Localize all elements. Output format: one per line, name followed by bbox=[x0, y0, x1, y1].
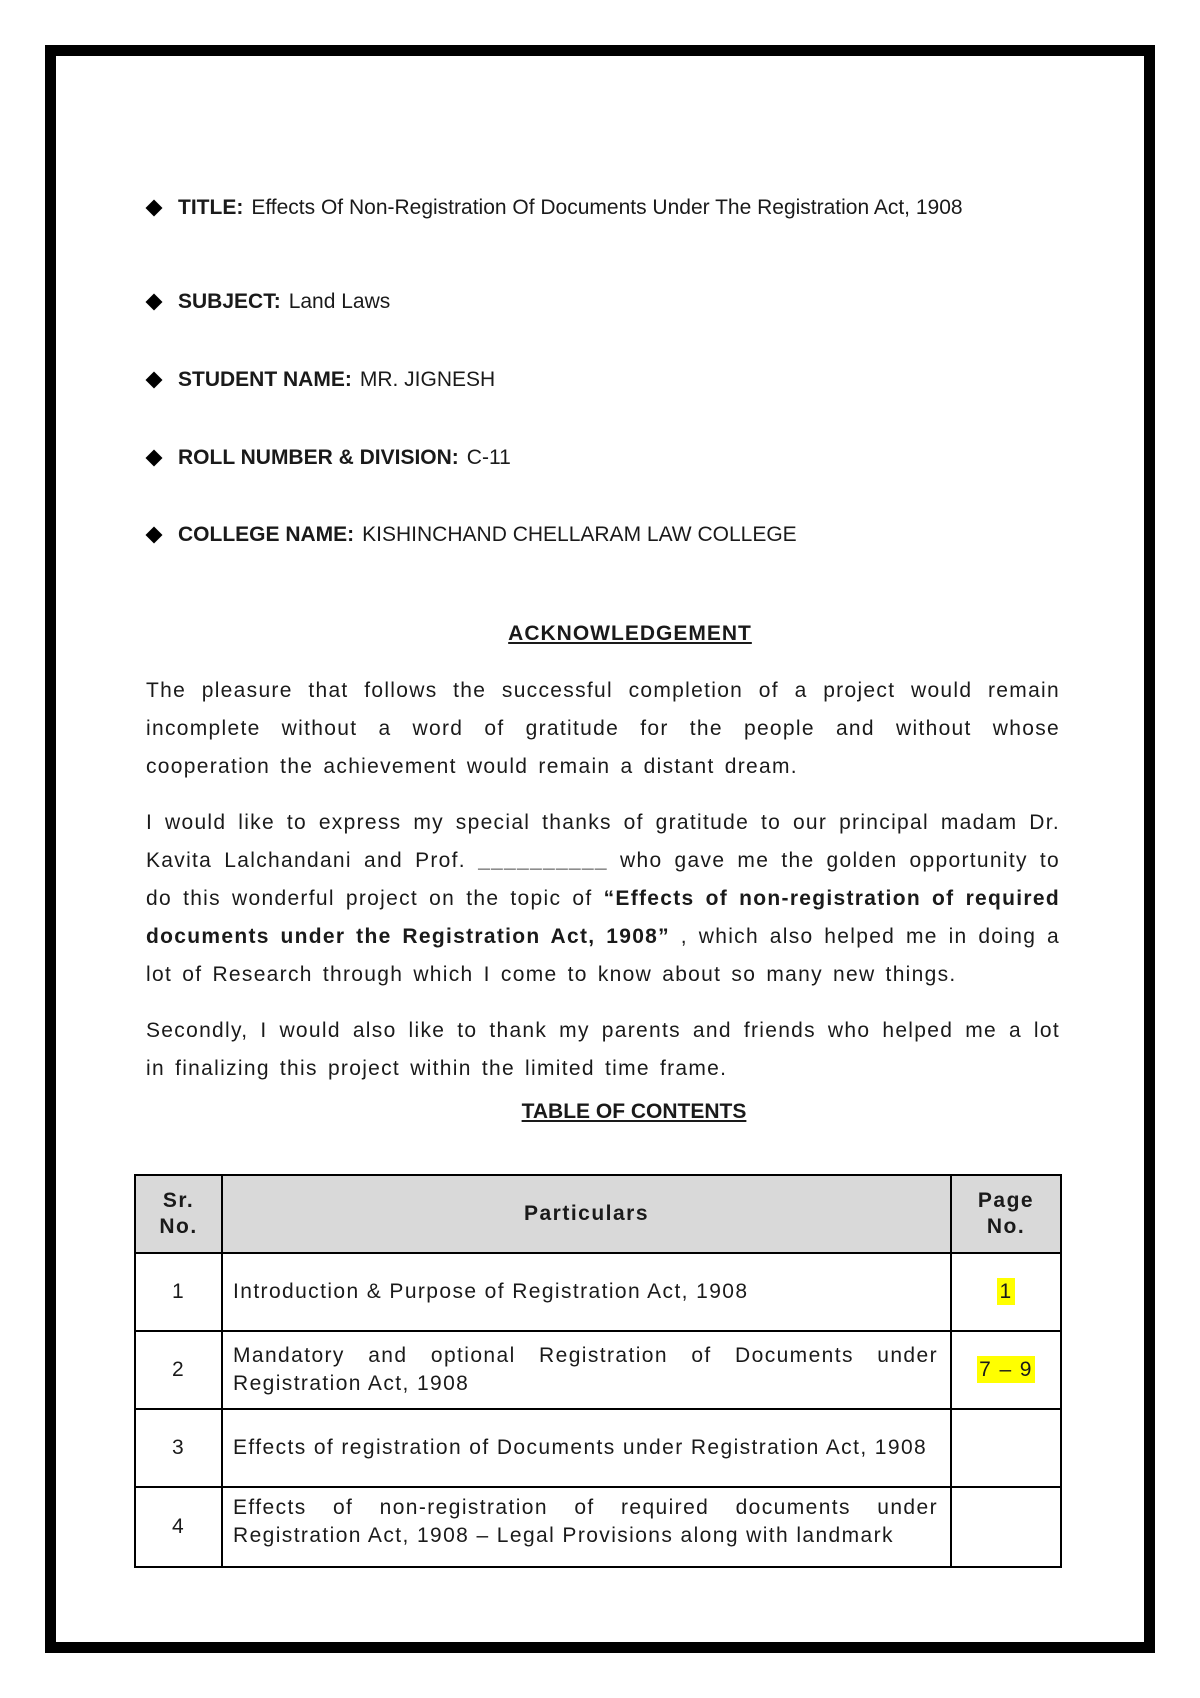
acknowledgement-heading bbox=[0, 622, 1200, 646]
toc-header-sr: Sr. No. bbox=[135, 1175, 222, 1253]
acknowledgement-body bbox=[146, 672, 1060, 1106]
toc-particulars: Introduction & Purpose of Registration Act, 1908 bbox=[222, 1253, 951, 1331]
table-row bbox=[135, 1331, 1061, 1409]
toc-particulars: Effects of non-registration of required documents under Registration Act, 1908 – Legal Provisions along with landmark bbox=[222, 1487, 951, 1567]
ack-paragraph-3: Secondly, I would also like to thank my parents and friends who helped me a lot in finalizing this project within the limited time frame. bbox=[146, 1019, 1060, 1080]
info-student-name bbox=[144, 368, 495, 392]
toc-sr: 3 bbox=[135, 1409, 222, 1487]
table-row bbox=[135, 1253, 1061, 1331]
diamond-bullet-icon bbox=[146, 372, 163, 389]
toc-particulars: Effects of registration of Documents under Registration Act, 1908 bbox=[222, 1409, 951, 1487]
ack-p2-start: I would like to express my special thanks of gratitude to our principal madam Dr. Kavita Lalchandani and Prof. bbox=[146, 811, 1060, 872]
toc-header-page: Page No. bbox=[951, 1175, 1061, 1253]
toc-heading bbox=[0, 1100, 1200, 1124]
toc-page: 7 – 9 bbox=[979, 1358, 1033, 1381]
ack-p2-blank: __________ bbox=[478, 849, 608, 872]
info-title bbox=[144, 196, 963, 220]
ack-p2-end: , which also helped me in doing a lot of Research through which I come to know about so many new things. bbox=[146, 925, 1061, 986]
toc-header-row bbox=[135, 1175, 1061, 1253]
info-label: STUDENT NAME: bbox=[178, 368, 352, 391]
acknowledgement-heading-text: ACKNOWLEDGEMENT bbox=[508, 622, 752, 645]
table-row bbox=[135, 1487, 1061, 1567]
toc-sr: 4 bbox=[135, 1487, 222, 1567]
info-subject bbox=[144, 290, 390, 314]
info-label: ROLL NUMBER & DIVISION: bbox=[178, 446, 459, 469]
toc-particulars: Mandatory and optional Registration of Documents under Registration Act, 1908 bbox=[222, 1331, 951, 1409]
diamond-bullet-icon bbox=[146, 294, 163, 311]
ack-paragraph-2 bbox=[146, 804, 1060, 994]
info-value: C-11 bbox=[466, 446, 511, 469]
info-label: SUBJECT: bbox=[178, 290, 281, 313]
ack-p2-topic: “Effects of non-registration of required documents under the Registration Act, 1908” bbox=[146, 887, 1060, 948]
toc-header-particulars: Particulars bbox=[222, 1175, 951, 1253]
info-value: Land Laws bbox=[288, 290, 391, 313]
diamond-bullet-icon bbox=[146, 527, 163, 544]
toc-page-cell bbox=[951, 1253, 1061, 1331]
toc-page bbox=[951, 1409, 1061, 1487]
info-label: TITLE: bbox=[178, 196, 244, 219]
diamond-bullet-icon bbox=[146, 200, 163, 217]
toc-sr: 2 bbox=[135, 1331, 222, 1409]
ack-p2-mid: who gave me the golden opportunity to do this wonderful project on the topic of bbox=[146, 849, 1061, 910]
info-value: KISHINCHAND CHELLARAM LAW COLLEGE bbox=[362, 523, 797, 546]
info-label: COLLEGE NAME: bbox=[178, 523, 355, 546]
info-value: MR. JIGNESH bbox=[359, 368, 496, 391]
table-row bbox=[135, 1409, 1061, 1487]
toc-page-cell bbox=[951, 1331, 1061, 1409]
info-college-name bbox=[144, 523, 797, 547]
toc-page: 1 bbox=[999, 1280, 1013, 1303]
diamond-bullet-icon bbox=[146, 450, 163, 467]
info-roll-number bbox=[144, 446, 511, 470]
info-value: Effects Of Non-Registration Of Documents Under The Registration Act, 1908 bbox=[251, 196, 963, 219]
toc-sr: 1 bbox=[135, 1253, 222, 1331]
toc-heading-text: TABLE OF CONTENTS bbox=[521, 1100, 747, 1123]
toc-page bbox=[951, 1487, 1061, 1567]
ack-paragraph-1: The pleasure that follows the successful completion of a project would remain incomplete without a word of gratitude for the people and without whose cooperation the achievement would remain a distant dream. bbox=[146, 679, 1060, 778]
toc-table bbox=[134, 1174, 1062, 1568]
